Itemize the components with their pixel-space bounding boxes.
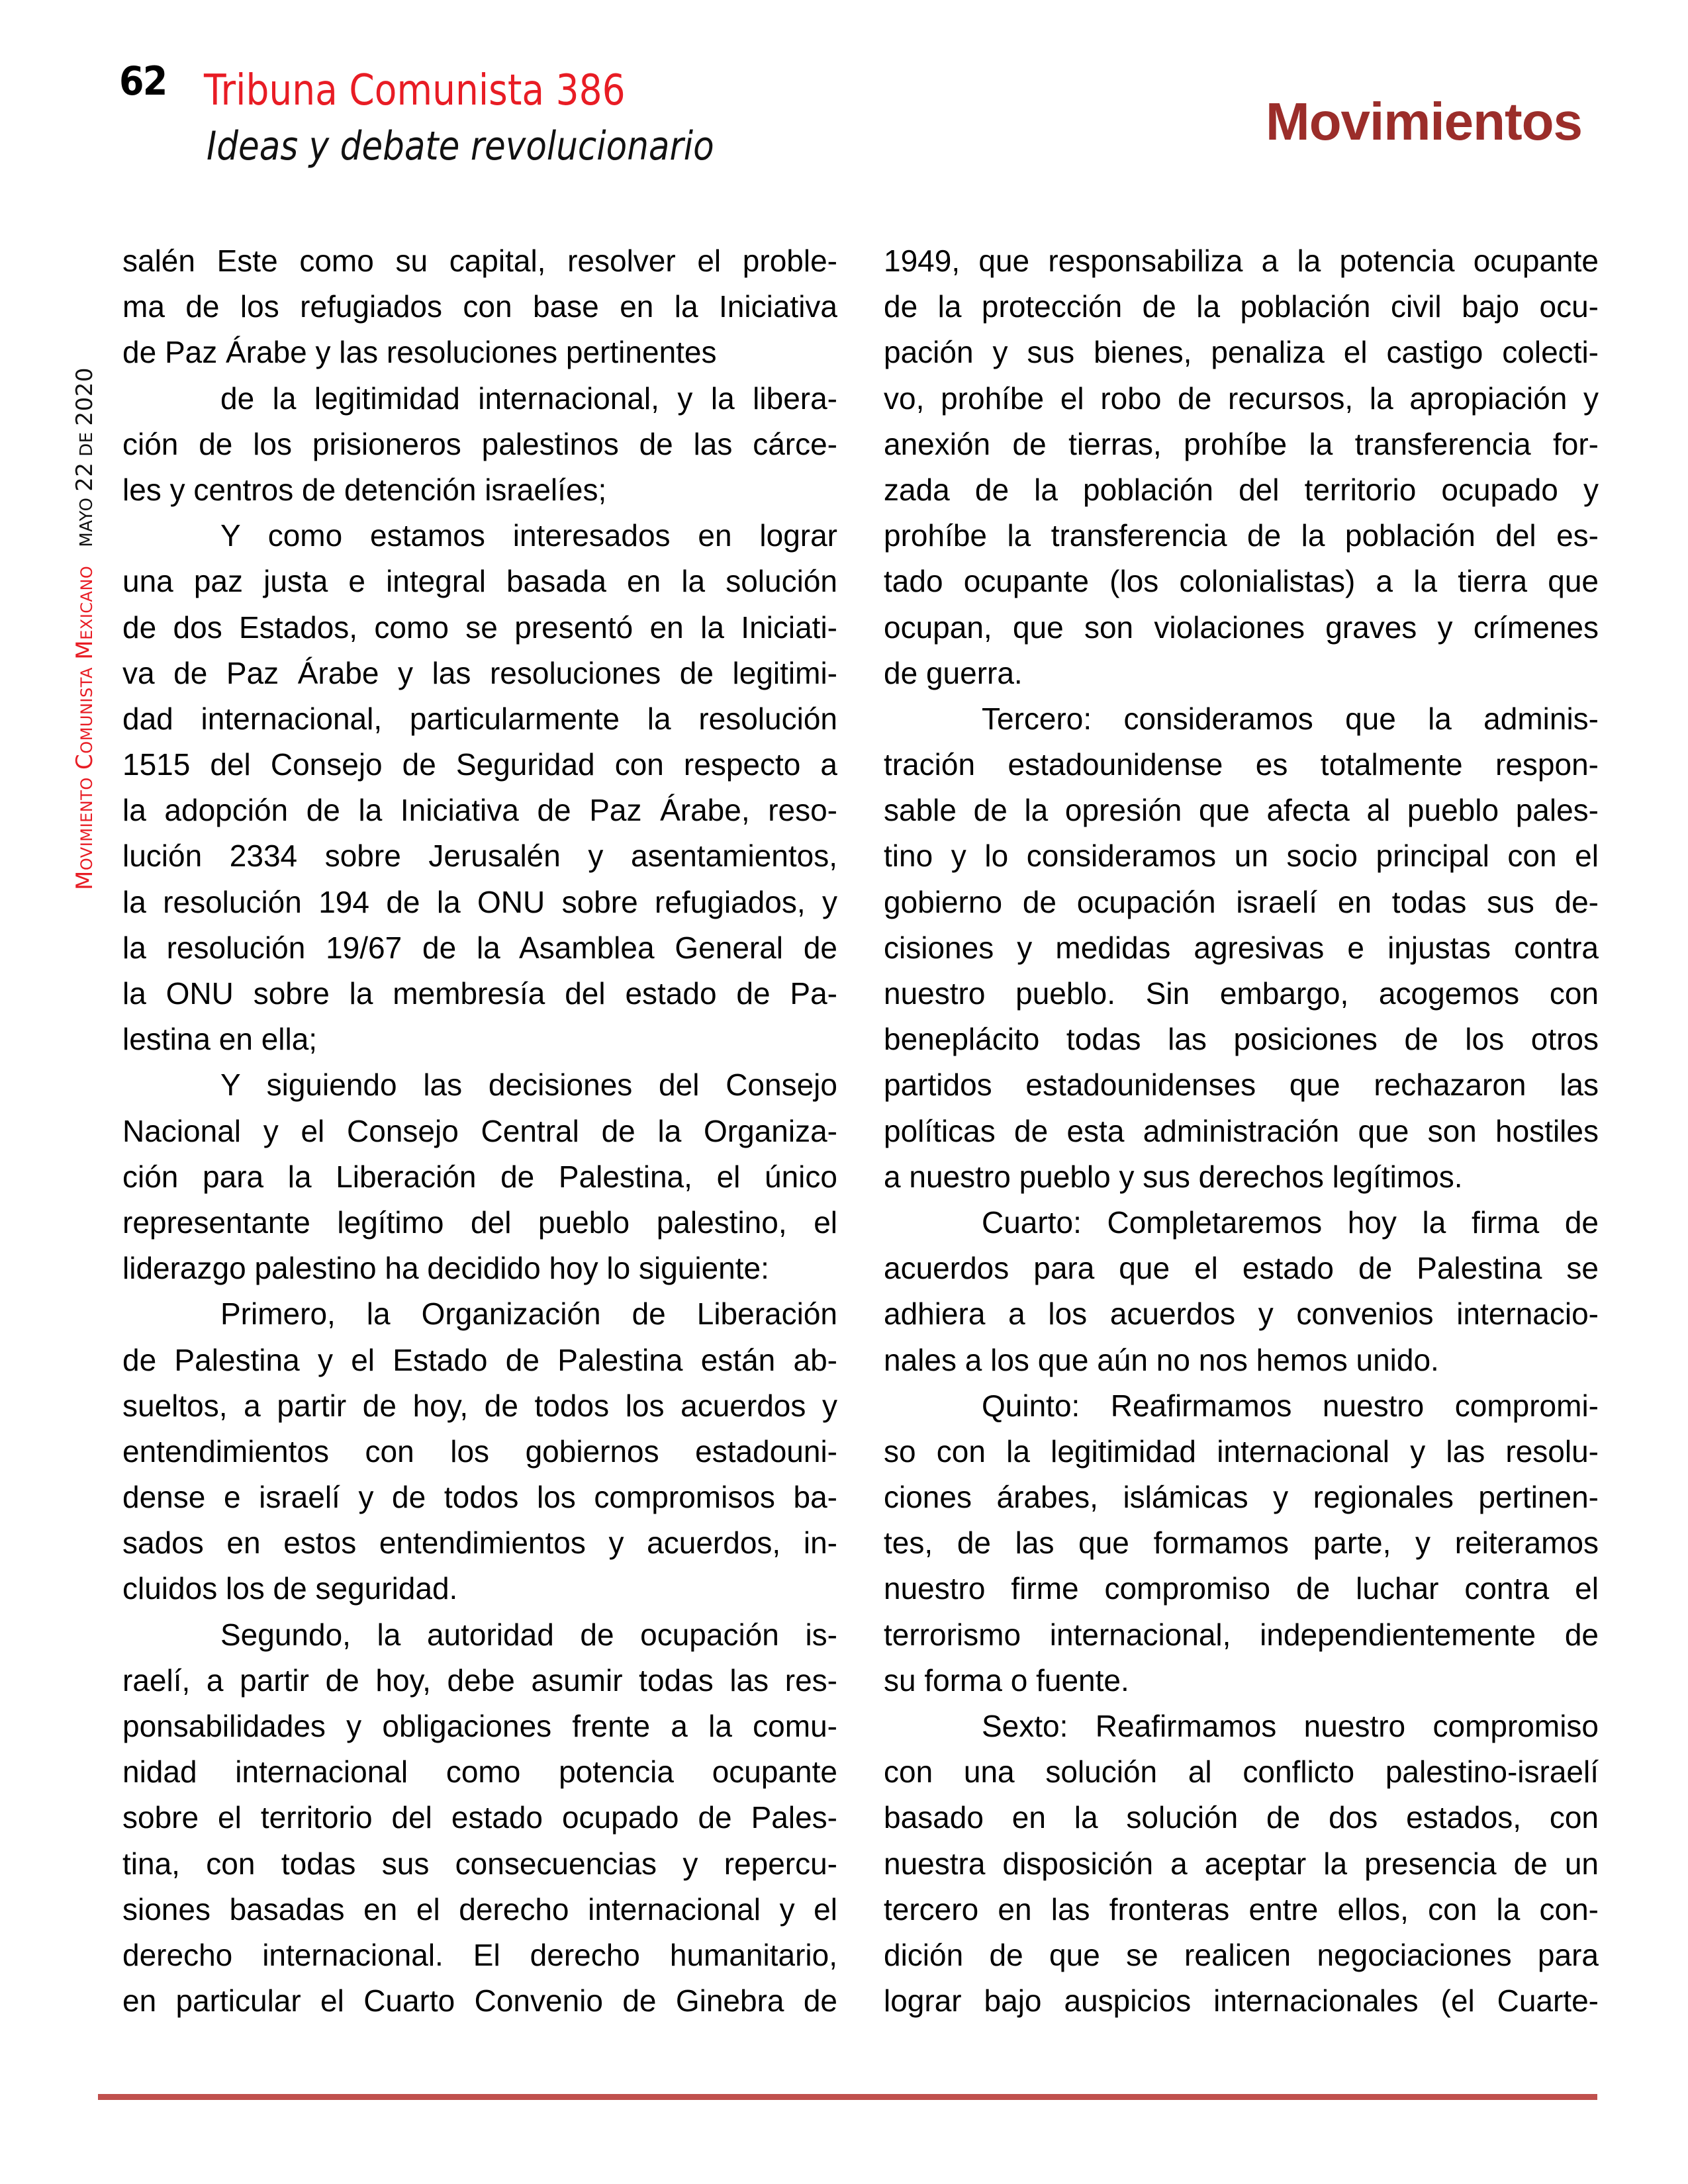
text-line: Quinto: Reafirmamos nuestro compromi- — [982, 1388, 1599, 1423]
publication-subtitle: Ideas y debate revolucionario — [207, 123, 714, 169]
text-line: de Paz Árabe y las resoluciones pertinentes — [122, 335, 717, 370]
text-line: sados en estos entendimientos y acuerdos, in- — [122, 1525, 837, 1561]
article-column-left — [122, 238, 837, 2024]
text-line: basado en la solución de dos estados, con — [884, 1800, 1599, 1835]
page-number: 62 — [119, 58, 167, 105]
text-line: ción para la Liberación de Palestina, el único — [122, 1159, 837, 1194]
text-line: ocupan, que son violaciones graves y crímenes — [884, 610, 1599, 645]
text-line: 1515 del Consejo de Seguridad con respecto a — [122, 747, 837, 782]
text-line: Segundo, la autoridad de ocupación is- — [220, 1617, 837, 1652]
text-line: la ONU sobre la membresía del estado de Pa- — [122, 976, 837, 1011]
text-line: nuestro pueblo. Sin embargo, acogemos con — [884, 976, 1599, 1011]
text-line: adhiera a los acuerdos y convenios internacio- — [884, 1297, 1599, 1332]
text-line: políticas de esta administración que son hostiles — [884, 1113, 1599, 1148]
text-line: en particular el Cuarto Convenio de Ginebra de — [122, 1983, 837, 2019]
text-line: siones basadas en el derecho internacional y el — [122, 1891, 837, 1927]
text-line: cluidos los de seguridad. — [122, 1571, 458, 1606]
section-title: Movimientos — [1266, 92, 1582, 151]
text-line: nuestro firme compromiso de luchar contra el — [884, 1571, 1599, 1606]
text-line: de guerra. — [884, 655, 1023, 690]
text-line: nuestra disposición a aceptar la presencia de un — [884, 1846, 1599, 1881]
text-line: acuerdos para que el estado de Palestina se — [884, 1251, 1599, 1286]
text-line: ma de los refugiados con base en la Iniciativa — [122, 289, 837, 324]
text-line: sable de la opresión que afecta al pueblo pales- — [884, 793, 1599, 828]
text-line: nales a los que aún no nos hemos unido. — [884, 1342, 1439, 1377]
text-line: gobierno de ocupación israelí en todas sus de- — [884, 884, 1599, 919]
text-line: de la legitimidad internacional, y la libera- — [220, 381, 837, 416]
text-line: anexión de tierras, prohíbe la transferencia for- — [884, 426, 1599, 461]
issue-date-month: MAYO — [77, 497, 97, 547]
text-line: representante legítimo del pueblo palestino, el — [122, 1205, 837, 1240]
text-line: va de Paz Árabe y las resoluciones de legitimi- — [122, 655, 837, 690]
text-line: dad internacional, particularmente la resolución — [122, 701, 837, 736]
text-line: de la protección de la población civil bajo ocu- — [884, 289, 1599, 324]
text-line: dición de que se realicen negociaciones para — [884, 1937, 1599, 1972]
text-line: salén Este como su capital, resolver el proble- — [122, 244, 837, 278]
text-line: so con la legitimidad internacional y las resolu- — [884, 1433, 1599, 1469]
text-line: la resolución 194 de la ONU sobre refugiados, y — [122, 884, 837, 919]
text-line: dense e israelí y de todos los compromisos ba- — [122, 1480, 837, 1515]
text-line: ciones árabes, islámicas y regionales pertinen- — [884, 1480, 1599, 1515]
text-line: les y centros de detención israelíes; — [122, 472, 607, 507]
text-line: tercero en las fronteras entre ellos, con la con- — [884, 1891, 1599, 1927]
text-line: Y como estamos interesados en lograr — [220, 518, 837, 553]
issue-date-year: 2020 — [71, 367, 98, 426]
text-line: tina, con todas sus consecuencias y repercu- — [122, 1846, 837, 1881]
text-line: liderazgo palestino ha decidido hoy lo siguiente: — [122, 1251, 769, 1286]
text-line: Y siguiendo las decisiones del Consejo — [220, 1068, 837, 1103]
text-line: entendimientos con los gobiernos estadouni- — [122, 1433, 837, 1469]
text-line: pación y sus bienes, penaliza el castigo colecti- — [884, 335, 1599, 370]
text-line: una paz justa e integral basada en la solución — [122, 564, 837, 599]
organization-name: Movimiento Comunista Mexicano — [71, 565, 98, 890]
text-line: Sexto: Reafirmamos nuestro compromiso — [982, 1709, 1599, 1743]
text-line: de dos Estados, como se presentó en la Iniciati- — [122, 610, 837, 645]
text-line: lestina en ella; — [122, 1022, 318, 1057]
text-line: 1949, que responsabiliza a la potencia ocupante — [884, 244, 1599, 278]
text-line: prohíbe la transferencia de la población del es- — [884, 518, 1599, 553]
text-line: tino y lo consideramos un socio principal con el — [884, 839, 1599, 874]
text-line: sueltos, a partir de hoy, de todos los acuerdos y — [122, 1388, 837, 1423]
text-line: vo, prohíbe el robo de recursos, la apropiación y — [884, 381, 1599, 416]
issue-date-de: DE — [77, 432, 97, 457]
text-line: la resolución 19/67 de la Asamblea General de — [122, 930, 837, 965]
publication-title: Tribuna Comunista 386 — [204, 66, 626, 115]
text-line: de Palestina y el Estado de Palestina están ab- — [122, 1342, 837, 1377]
text-line: Cuarto: Completaremos hoy la firma de — [982, 1205, 1599, 1240]
text-line: Primero, la Organización de Liberación — [220, 1297, 837, 1332]
text-line: tado ocupante (los colonialistas) a la tierra que — [884, 564, 1599, 599]
text-line: tración estadounidense es totalmente respon- — [884, 747, 1599, 782]
text-line: su forma o fuente. — [884, 1662, 1129, 1698]
text-line: ción de los prisioneros palestinos de las cárce- — [122, 426, 837, 461]
text-line: nidad internacional como potencia ocupante — [122, 1754, 837, 1790]
text-line: zada de la población del territorio ocupado y — [884, 472, 1599, 507]
text-line: ponsabilidades y obligaciones frente a la comu- — [122, 1709, 837, 1743]
footer-rule — [98, 2094, 1597, 2100]
issue-date-day: 22 — [71, 462, 98, 492]
text-line: lograr bajo auspicios internacionales (el Cuarte- — [884, 1983, 1599, 2019]
text-line: lución 2334 sobre Jerusalén y asentamientos, — [122, 839, 837, 874]
text-line: cisiones y medidas agresivas e injustas contra — [884, 930, 1599, 965]
text-line: partidos estadounidenses que rechazaron las — [884, 1068, 1599, 1103]
text-line: tes, de las que formamos parte, y reiteramos — [884, 1525, 1599, 1561]
article-column-right — [884, 238, 1599, 2024]
side-running-label — [71, 367, 98, 890]
text-line: la adopción de la Iniciativa de Paz Árabe, reso- — [122, 793, 837, 828]
text-line: derecho internacional. El derecho humanitario, — [122, 1937, 837, 1972]
issue-date — [71, 367, 98, 547]
text-line: raelí, a partir de hoy, debe asumir todas las res- — [122, 1662, 837, 1698]
text-line: beneplácito todas las posiciones de los otros — [884, 1022, 1599, 1057]
text-line: sobre el territorio del estado ocupado de Pales- — [122, 1800, 837, 1835]
text-line: con una solución al conflicto palestino-israelí — [884, 1754, 1599, 1790]
text-line: Nacional y el Consejo Central de la Organiza- — [122, 1113, 837, 1148]
text-line: a nuestro pueblo y sus derechos legítimos. — [884, 1159, 1463, 1194]
text-line: Tercero: consideramos que la adminis- — [982, 701, 1599, 736]
text-line: terrorismo internacional, independientemente de — [884, 1617, 1599, 1652]
